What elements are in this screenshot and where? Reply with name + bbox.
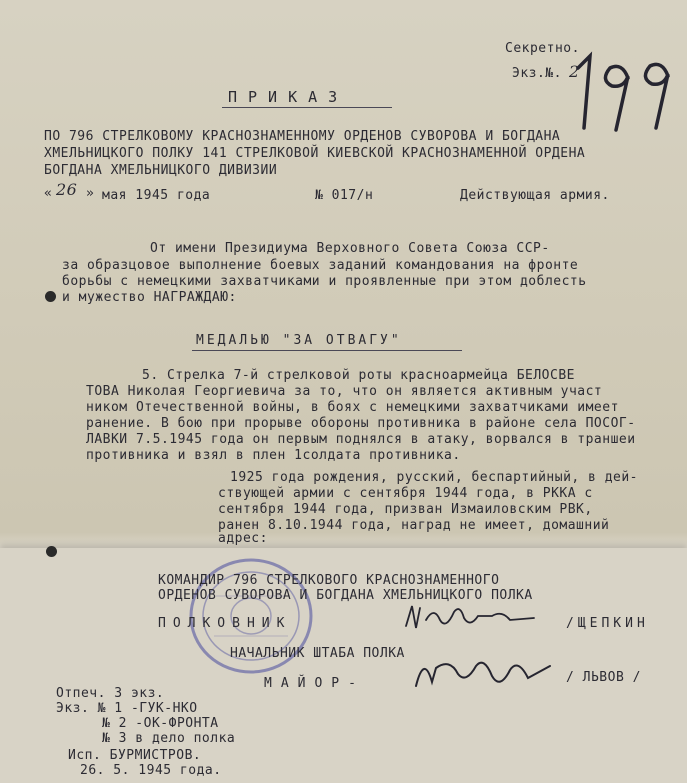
footer-line-3: № 2 -ОК-ФРОНТА <box>102 716 219 731</box>
bio-line-5: адрес: <box>218 531 268 546</box>
preamble-line-3: борьбы с немецкими захватчиками и проявленные при этом доблесть <box>62 274 587 289</box>
award-heading: МЕДАЛЬЮ "ЗА ОТВАГУ" <box>196 333 402 348</box>
footer-line-5: Исп. БУРМИСТРОВ. <box>68 748 202 763</box>
bio-line-4: ранен 8.10.1944 года, наград не имеет, домашний <box>218 518 610 533</box>
footer-line-6: 26. 5. 1945 года. <box>80 763 222 778</box>
footer-line-2: Экз. № 1 -ГУК-НКО <box>56 701 198 716</box>
preamble-line-1: От имени Президиума Верховного Совета Союза ССР- <box>150 241 550 256</box>
award-heading-underline <box>192 350 462 351</box>
unit-line-1: ПО 796 СТРЕЛКОВОМУ КРАСНОЗНАМЕННОМУ ОРДЕНОВ СУВОРОВА И БОГДАНА <box>44 129 561 144</box>
date-close-quote: » <box>86 186 95 201</box>
date-day: 26 <box>56 180 78 199</box>
citation-line-5: ЛАВКИ 7.5.1945 года он первым поднялся в атаку, ворвался в траншеи <box>86 432 636 447</box>
citation-line-1: 5. Стрелка 7-й стрелковой роты красноармейца БЕЛОСВЕ <box>142 368 575 383</box>
chief-name: / ЛЬВОВ / <box>566 670 641 685</box>
commander-line-1: КОМАНДИР 796 СТРЕЛКОВОГО КРАСНОЗНАМЕННОГО <box>158 573 500 588</box>
punch-hole-top <box>45 291 56 302</box>
date-text: мая 1945 года <box>102 188 211 203</box>
chief-rank: МАЙОР- <box>264 676 365 691</box>
citation-line-6: противника и взял в плен 1солдата противника. <box>86 448 461 463</box>
footer-line-1: Отпеч. 3 экз. <box>56 686 165 701</box>
citation-line-3: ником Отечественной войны, в боях с немецкими захватчиками имеет <box>86 400 619 415</box>
chief-of-staff-line: НАЧАЛЬНИК ШТАБА ПОЛКА <box>230 646 405 661</box>
commander-line-2: ОРДЕНОВ СУВОРОВА И БОГДАНА ХМЕЛЬНИЦКОГО ПОЛКА <box>158 588 533 603</box>
punch-hole-bottom <box>46 546 57 557</box>
commander-rank: ПОЛКОВНИК <box>158 616 292 631</box>
page-title: ПРИКАЗ <box>228 88 349 106</box>
copy-label: Экз.№. <box>512 66 562 81</box>
unit-line-3: БОГДАНА ХМЕЛЬНИЦКОГО ДИВИЗИИ <box>44 163 278 178</box>
preamble-line-2: за образцовое выполнение боевых заданий командования на фронте <box>62 258 579 273</box>
copy-number: 2 <box>569 62 580 81</box>
order-number: № 017/н <box>315 188 374 203</box>
chief-signature <box>410 648 560 698</box>
bio-line-1: 1925 года рождения, русский, беспартийный, в дей- <box>230 470 639 485</box>
place: Действующая армия. <box>460 188 610 203</box>
secret-mark: Секретно. <box>505 41 580 56</box>
handwritten-number-199 <box>560 48 680 138</box>
preamble-line-4: и мужество НАГРАЖДАЮ: <box>62 290 237 305</box>
title-underline <box>222 107 392 108</box>
bio-line-2: ствующей армии с сентября 1944 года, в РККА с <box>218 486 593 501</box>
commander-signature <box>400 598 540 638</box>
citation-line-4: ранение. В бою при прорыве обороны противника в районе села ПОСОГ- <box>86 416 636 431</box>
bio-line-3: сентября 1944 года, призван Измаиловским РВК, <box>218 502 593 517</box>
unit-line-2: ХМЕЛЬНИЦКОГО ПОЛКУ 141 СТРЕЛКОВОЙ КИЕВСКОЙ КРАСНОЗНАМЕННОЙ ОРДЕНА <box>44 146 586 161</box>
date-open-quote: « <box>44 186 53 201</box>
footer-line-4: № 3 в дело полка <box>102 731 236 746</box>
citation-line-2: ТОВА Николая Георгиевича за то, что он является активным участ <box>86 384 603 399</box>
commander-name: /ЩЕПКИН <box>566 616 649 631</box>
